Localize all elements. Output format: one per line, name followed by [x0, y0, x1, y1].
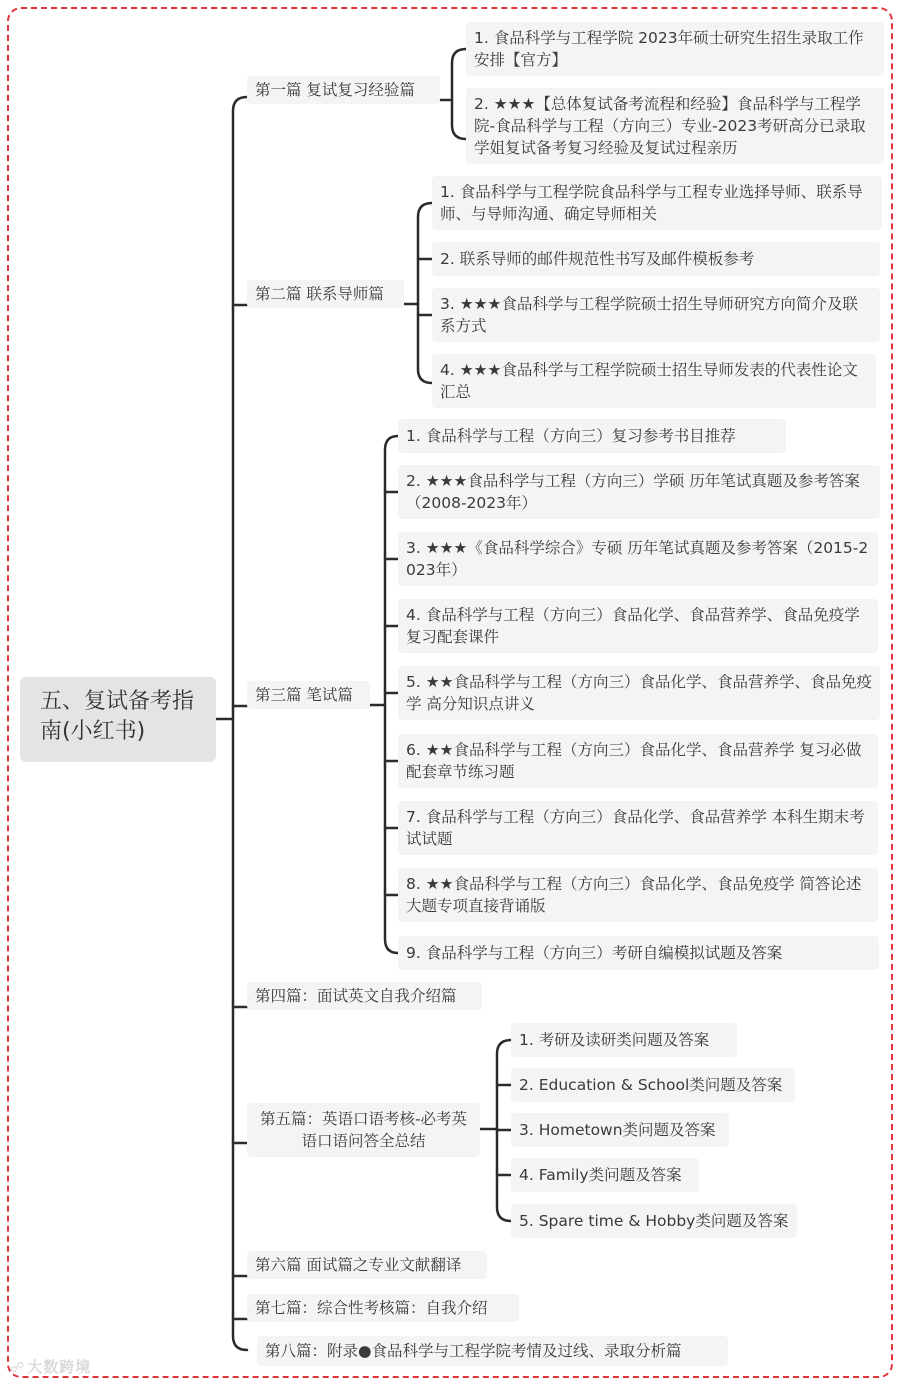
s2-item-4[interactable]: 4. ★★★食品科学与工程学院硕士招生导师发表的代表性论文汇总	[432, 354, 876, 408]
section-6[interactable]: 第六篇 面试篇之专业文献翻译	[247, 1251, 487, 1279]
root-node[interactable]: 五、复试备考指南(小红书)	[20, 677, 216, 762]
section-3[interactable]: 第三篇 笔试篇	[247, 681, 370, 709]
section-2[interactable]: 第二篇 联系导师篇	[247, 280, 404, 308]
s1-item-1[interactable]: 1. 食品科学与工程学院 2023年硕士研究生招生录取工作安排【官方】	[466, 22, 884, 76]
s3-item-9[interactable]: 9. 食品科学与工程（方向三）考研自编模拟试题及答案	[398, 936, 879, 970]
s3-item-8[interactable]: 8. ★★食品科学与工程（方向三）食品化学、食品免疫学 简答论述大题专项直接背诵版	[398, 868, 878, 922]
section-7[interactable]: 第七篇：综合性考核篇：自我介绍	[247, 1294, 519, 1322]
s3-item-4[interactable]: 4. 食品科学与工程（方向三）食品化学、食品营养学、食品免疫学 复习配套课件	[398, 599, 878, 653]
s2-item-2[interactable]: 2. 联系导师的邮件规范性书写及邮件模板参考	[432, 242, 880, 276]
s1-item-2[interactable]: 2. ★★★【总体复试备考流程和经验】食品科学与工程学院-食品科学与工程（方向三）专业-2023考研高分已录取学姐复试备考复习经验及复试过程亲历	[466, 88, 884, 164]
watermark-text: 大数跨境	[27, 1358, 92, 1376]
s3-item-3[interactable]: 3. ★★★《食品科学综合》专硕 历年笔试真题及参考答案（2015-2023年）	[398, 532, 878, 586]
section-1[interactable]: 第一篇 复试复习经验篇	[247, 76, 440, 104]
section-8[interactable]: 第八篇：附录●食品科学与工程学院考情及过线、录取分析篇	[257, 1336, 728, 1366]
s5-item-2[interactable]: 2. Education & School类问题及答案	[511, 1068, 795, 1102]
s3-item-7[interactable]: 7. 食品科学与工程（方向三）食品化学、食品营养学 本科生期末考试试题	[398, 801, 878, 855]
s5-item-3[interactable]: 3. Hometown类问题及答案	[511, 1113, 729, 1147]
s2-item-3[interactable]: 3. ★★★食品科学与工程学院硕士招生导师研究方向简介及联系方式	[432, 288, 880, 342]
section-4[interactable]: 第四篇：面试英文自我介绍篇	[247, 982, 482, 1010]
s3-item-1[interactable]: 1. 食品科学与工程（方向三）复习参考书目推荐	[398, 419, 786, 453]
s2-item-1[interactable]: 1. 食品科学与工程学院食品科学与工程专业选择导师、联系导师、与导师沟通、确定导师相关	[432, 176, 882, 230]
s3-item-2[interactable]: 2. ★★★食品科学与工程（方向三）学硕 历年笔试真题及参考答案（2008-2023年）	[398, 465, 880, 519]
s5-item-1[interactable]: 1. 考研及读研类问题及答案	[511, 1023, 737, 1057]
s3-item-6[interactable]: 6. ★★食品科学与工程（方向三）食品化学、食品营养学 复习必做配套章节练习题	[398, 734, 878, 788]
watermark-logo-icon: ☍	[10, 1360, 26, 1376]
watermark	[10, 1356, 91, 1377]
s5-item-4[interactable]: 4. Family类问题及答案	[511, 1158, 699, 1192]
section-5[interactable]: 第五篇：英语口语考核-必考英语口语问答全总结	[247, 1103, 480, 1157]
s3-item-5[interactable]: 5. ★★食品科学与工程（方向三）食品化学、食品营养学、食品免疫学 高分知识点讲义	[398, 666, 880, 720]
s5-item-5[interactable]: 5. Spare time & Hobby类问题及答案	[511, 1204, 797, 1238]
